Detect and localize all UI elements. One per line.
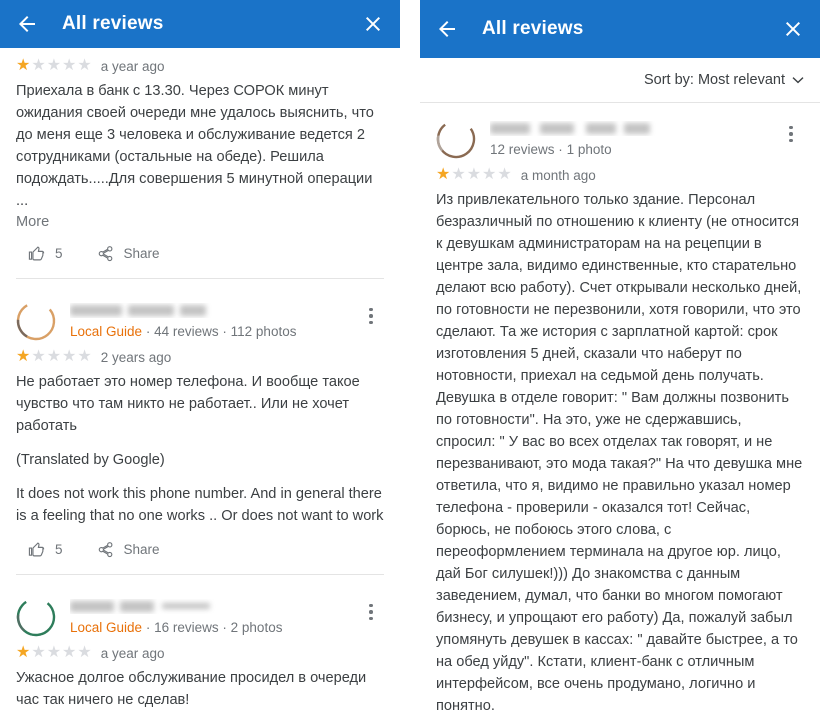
star-rating	[436, 167, 512, 183]
reviewer-subtitle: Local Guide · 16 reviews · 2 photos	[70, 620, 283, 635]
rating-row	[16, 58, 384, 74]
avatar	[16, 597, 56, 637]
reviewer-name-blurred	[70, 303, 358, 318]
star-rating	[16, 58, 92, 74]
star-icon: ★	[497, 166, 512, 183]
right-review-panel	[420, 0, 820, 720]
star-icon: ★	[436, 166, 451, 183]
page-title: All reviews	[62, 13, 164, 34]
local-guide-badge: Local Guide	[70, 620, 143, 635]
review-item	[0, 285, 400, 581]
review-text	[436, 189, 804, 717]
star-icon: ★	[482, 166, 497, 183]
share-button[interactable]	[97, 541, 160, 558]
rating-row	[16, 645, 384, 661]
star-icon: ★	[62, 348, 77, 365]
review-age: a year ago	[100, 645, 165, 661]
share-label: Share	[123, 246, 160, 261]
star-icon: ★	[77, 348, 92, 365]
arrow-back-icon[interactable]	[14, 11, 40, 37]
reviewer-name-blurred	[490, 121, 778, 136]
translation-note: (Translated by Google)	[16, 452, 165, 468]
star-rating	[16, 349, 92, 365]
more-link[interactable]: More	[16, 214, 50, 230]
like-count: 5	[55, 542, 63, 557]
star-icon: ★	[31, 348, 46, 365]
reviews-count: 16 reviews	[154, 620, 219, 635]
like-button[interactable]	[28, 245, 63, 262]
photos-count: 2 photos	[230, 620, 283, 635]
review-paragraph: Ужасное долгое обслуживание просидел в очереди час так ничего не сделав!	[16, 670, 367, 708]
close-icon[interactable]	[360, 11, 386, 37]
review-paragraph: Приехала в банк с 13.30. Через СОРОК минут ожидания своей очереди мне удалось выяснить, что до меня еще 3 человека и обслуживание ведется 2 сотрудниками (остальные на обеде). Решила подождать.....Для совершения 5 минутной операции ...	[16, 83, 374, 209]
review-item	[0, 581, 400, 717]
review-meta	[70, 597, 358, 635]
sort-by-label: Sort by:	[643, 72, 694, 88]
review-text	[16, 80, 384, 212]
star-icon: ★	[77, 644, 92, 661]
right-app-bar	[420, 0, 820, 58]
star-icon: ★	[16, 57, 31, 74]
photos-count: 1 photo	[566, 142, 612, 157]
review-paragraph-translated: It does not work this phone number. And in general there is a feeling that no one works .. Or does not want to work	[16, 486, 384, 524]
chevron-down-icon[interactable]	[792, 72, 804, 88]
left-app-bar	[0, 0, 400, 48]
reviews-count: 12 reviews	[490, 142, 555, 157]
star-icon: ★	[31, 57, 46, 74]
star-icon: ★	[451, 166, 466, 183]
share-button[interactable]	[97, 245, 160, 262]
review-text	[16, 667, 384, 711]
avatar	[436, 119, 476, 159]
review-paragraph: Из привлекательного только здание. Персонал безразличный по отношению к клиенту (не относится к девушкам администраторам на на рецепции в центре зала, видимо единственные, кто старательно делают всю работу). Счет открывали несколько дней, по готовности не перезвонили, хотя говорили, что это сделают. Та же история с зарплатной картой: срок изготовления 5 дней, сказали что наберут по нотовности, приехал на седьмой день получать. Девушка в отделе говорит: " Вам должны позвонить по готовности". На это, уже не сдержавшись, спросил: " У вас во всех отделах так говорят, и не перезванивают, это мода такая?" На что девушка мне ответила, что я, видимо не правильно указал номер телефона - проверили - оказался тот! Сейчас, борюсь, не побоюсь этого слова, с переоформлением терминала на другое юр. лицо, дай Бог силушек!))) До знакомства с данным заведением, думал, что банки во многом помогают бизнесу, и упрощают его работу) Да, пожалуй забыл упомянуть девушек в кассах: " давайте быстрее, а то на обед уйду". Кстати, клиент-банк с отличным интерфейсом, все очень продумано, логично и понятно.	[436, 192, 803, 714]
review-age: a month ago	[520, 167, 596, 183]
share-label: Share	[123, 542, 160, 557]
review-age: 2 years ago	[100, 349, 172, 365]
star-rating	[16, 645, 92, 661]
sort-by-value: Most relevant	[697, 72, 785, 88]
close-icon[interactable]	[780, 16, 806, 42]
review-header	[16, 591, 384, 637]
divider	[16, 574, 384, 575]
review-header	[16, 295, 384, 341]
star-icon: ★	[466, 166, 482, 183]
star-icon: ★	[16, 644, 31, 661]
overflow-menu-icon[interactable]	[778, 119, 804, 149]
reviewer-subtitle: Local Guide · 44 reviews · 112 photos	[70, 324, 297, 339]
rating-row	[16, 349, 384, 365]
left-review-list[interactable]	[0, 48, 400, 717]
reviewer-subtitle: 12 reviews · 1 photo	[490, 142, 612, 157]
review-header	[436, 113, 804, 159]
rating-row	[436, 167, 804, 183]
review-meta	[490, 119, 778, 157]
reviews-count: 44 reviews	[154, 324, 219, 339]
review-meta	[70, 301, 358, 339]
divider	[16, 278, 384, 279]
star-icon: ★	[46, 644, 62, 661]
review-item	[0, 48, 400, 285]
like-button[interactable]	[28, 541, 63, 558]
star-icon: ★	[16, 348, 31, 365]
review-actions	[16, 231, 384, 270]
like-count: 5	[55, 246, 63, 261]
star-icon: ★	[77, 57, 92, 74]
arrow-back-icon[interactable]	[434, 16, 460, 42]
reviewer-name-blurred	[70, 599, 358, 614]
panel-gap	[400, 0, 420, 720]
review-text	[16, 371, 384, 527]
review-paragraph: Не работает это номер телефона. И вообще такое чувство что там никто не работает.. Или не хочет работать	[16, 374, 360, 434]
star-icon: ★	[46, 348, 62, 365]
review-age: a year ago	[100, 58, 165, 74]
local-guide-badge: Local Guide	[70, 324, 143, 339]
star-icon: ★	[62, 644, 77, 661]
star-icon: ★	[31, 644, 46, 661]
overflow-menu-icon[interactable]	[358, 301, 384, 331]
star-icon: ★	[62, 57, 77, 74]
overflow-menu-icon[interactable]	[358, 597, 384, 627]
review-item	[420, 103, 820, 720]
star-icon: ★	[46, 57, 62, 74]
left-review-panel	[0, 0, 400, 720]
review-actions	[16, 527, 384, 566]
avatar	[16, 301, 56, 341]
sort-by-control[interactable]	[420, 58, 820, 102]
right-review-list[interactable]	[420, 103, 820, 720]
photos-count: 112 photos	[230, 324, 297, 339]
page-title: All reviews	[482, 18, 584, 39]
